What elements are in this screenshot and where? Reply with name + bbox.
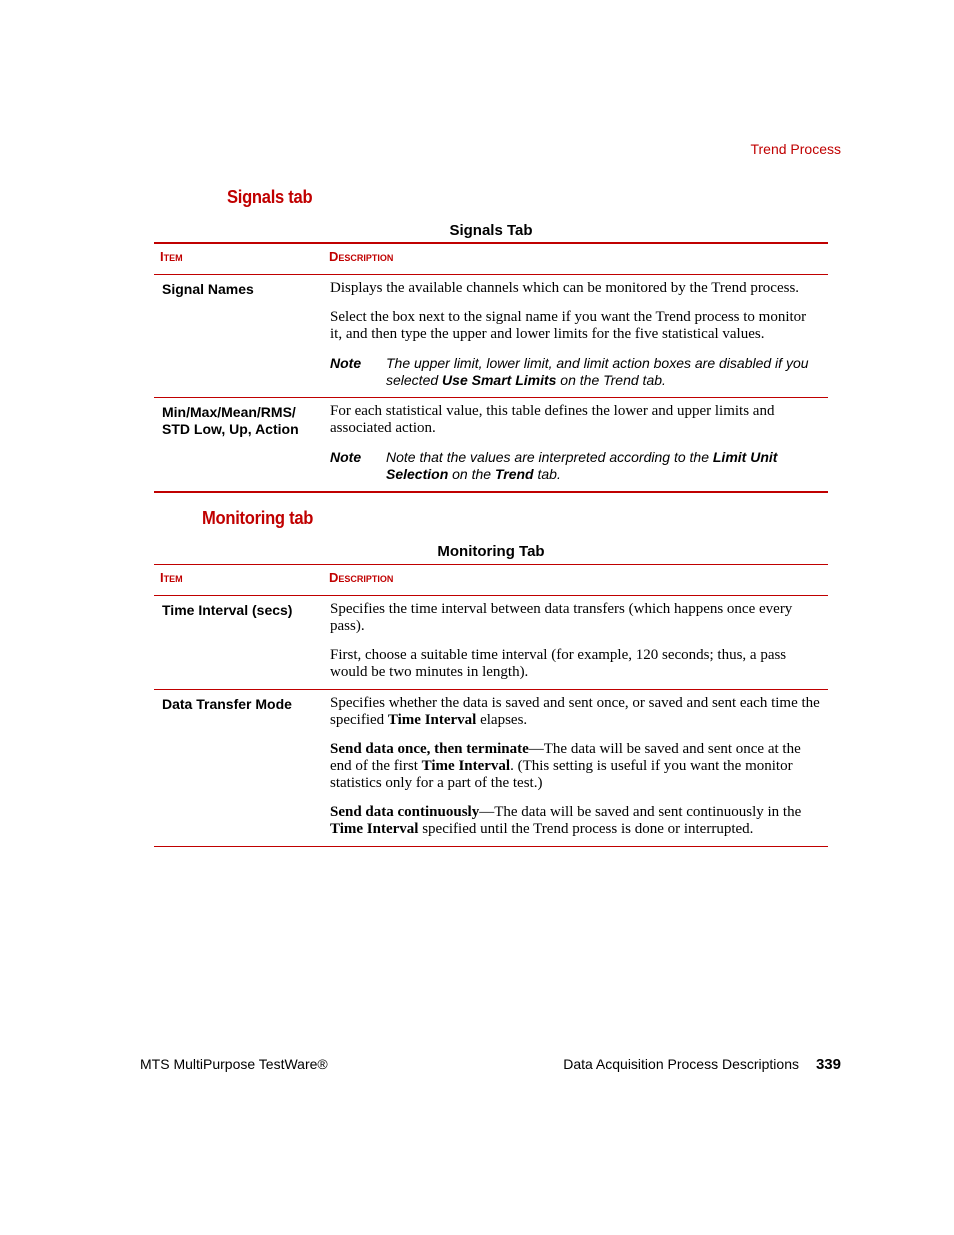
description-cell [322,275,828,398]
note [330,449,820,483]
description-paragraph: Specifies the time interval between data transfers (which happens once every pass). [330,601,793,634]
description-cell [322,690,828,847]
note-text: The upper limit, lower limit, and limit action boxes are disabled if you selected Use Smart Limits on the Trend tab. [386,355,809,388]
item-label: Time Interval (secs) [162,602,293,618]
table-header-row [154,565,828,596]
column-header-item: Item [160,249,183,264]
note-text: Note that the values are interpreted according to the Limit Unit Selection on the Trend tab. [386,449,778,482]
item-label: Signal Names [162,281,254,297]
note [330,355,820,389]
footer-product-name: MTS MultiPurpose TestWare® [140,1056,328,1072]
section-heading-signals: Signals tab [227,187,313,207]
column-header-item: Item [160,570,183,585]
description-paragraph: First, choose a suitable time interval (for example, 120 seconds; thus, a pass would be two minutes in length). [330,647,787,680]
description-paragraph: Send data continuously—The data will be saved and sent continuously in the Time Interval specified until the Trend process is done or interrupted. [330,804,802,837]
item-cell [154,690,322,847]
item-cell [154,398,322,493]
description-cell [322,398,828,493]
column-header-description: Description [329,570,394,585]
table-row [154,690,828,847]
table-header-row [154,243,828,275]
description-paragraph: Displays the available channels which can be monitored by the Trend process. [330,280,800,296]
column-header-description: Description [329,249,394,264]
note-label: Note [330,449,362,465]
table-title-signals: Signals Tab [449,222,533,239]
description-paragraph: Send data once, then terminate—The data will be saved and sent once at the end of the first Time Interval. (This setting is useful if you want the monitor statistics only for a part of the test.) [330,741,801,791]
item-label-line: STD Low, Up, Action [162,421,299,437]
description-paragraph: Specifies whether the data is saved and sent once, or saved and sent each time the specified Time Interval elapses. [330,695,820,728]
description-cell [322,596,828,690]
table-row [154,275,828,398]
note-label: Note [330,355,362,371]
item-cell [154,596,322,690]
item-cell [154,275,322,398]
table-row [154,596,828,690]
page-number: 339 [815,1056,841,1073]
table-row [154,398,828,493]
running-header: Trend Process [750,141,841,157]
item-label-line: Min/Max/Mean/RMS/ [162,404,296,420]
signals-table [154,242,828,493]
monitoring-table [154,564,828,847]
table-title-monitoring: Monitoring Tab [437,543,545,560]
description-paragraph: For each statistical value, this table defines the lower and upper limits and associated action. [330,403,775,436]
footer-chapter-title: Data Acquisition Process Descriptions [563,1056,799,1072]
item-label: Data Transfer Mode [162,696,292,712]
description-paragraph: Select the box next to the signal name if you want the Trend process to monitor it, and then type the upper and lower limits for the five statistical values. [330,309,807,342]
section-heading-monitoring: Monitoring tab [202,508,314,528]
